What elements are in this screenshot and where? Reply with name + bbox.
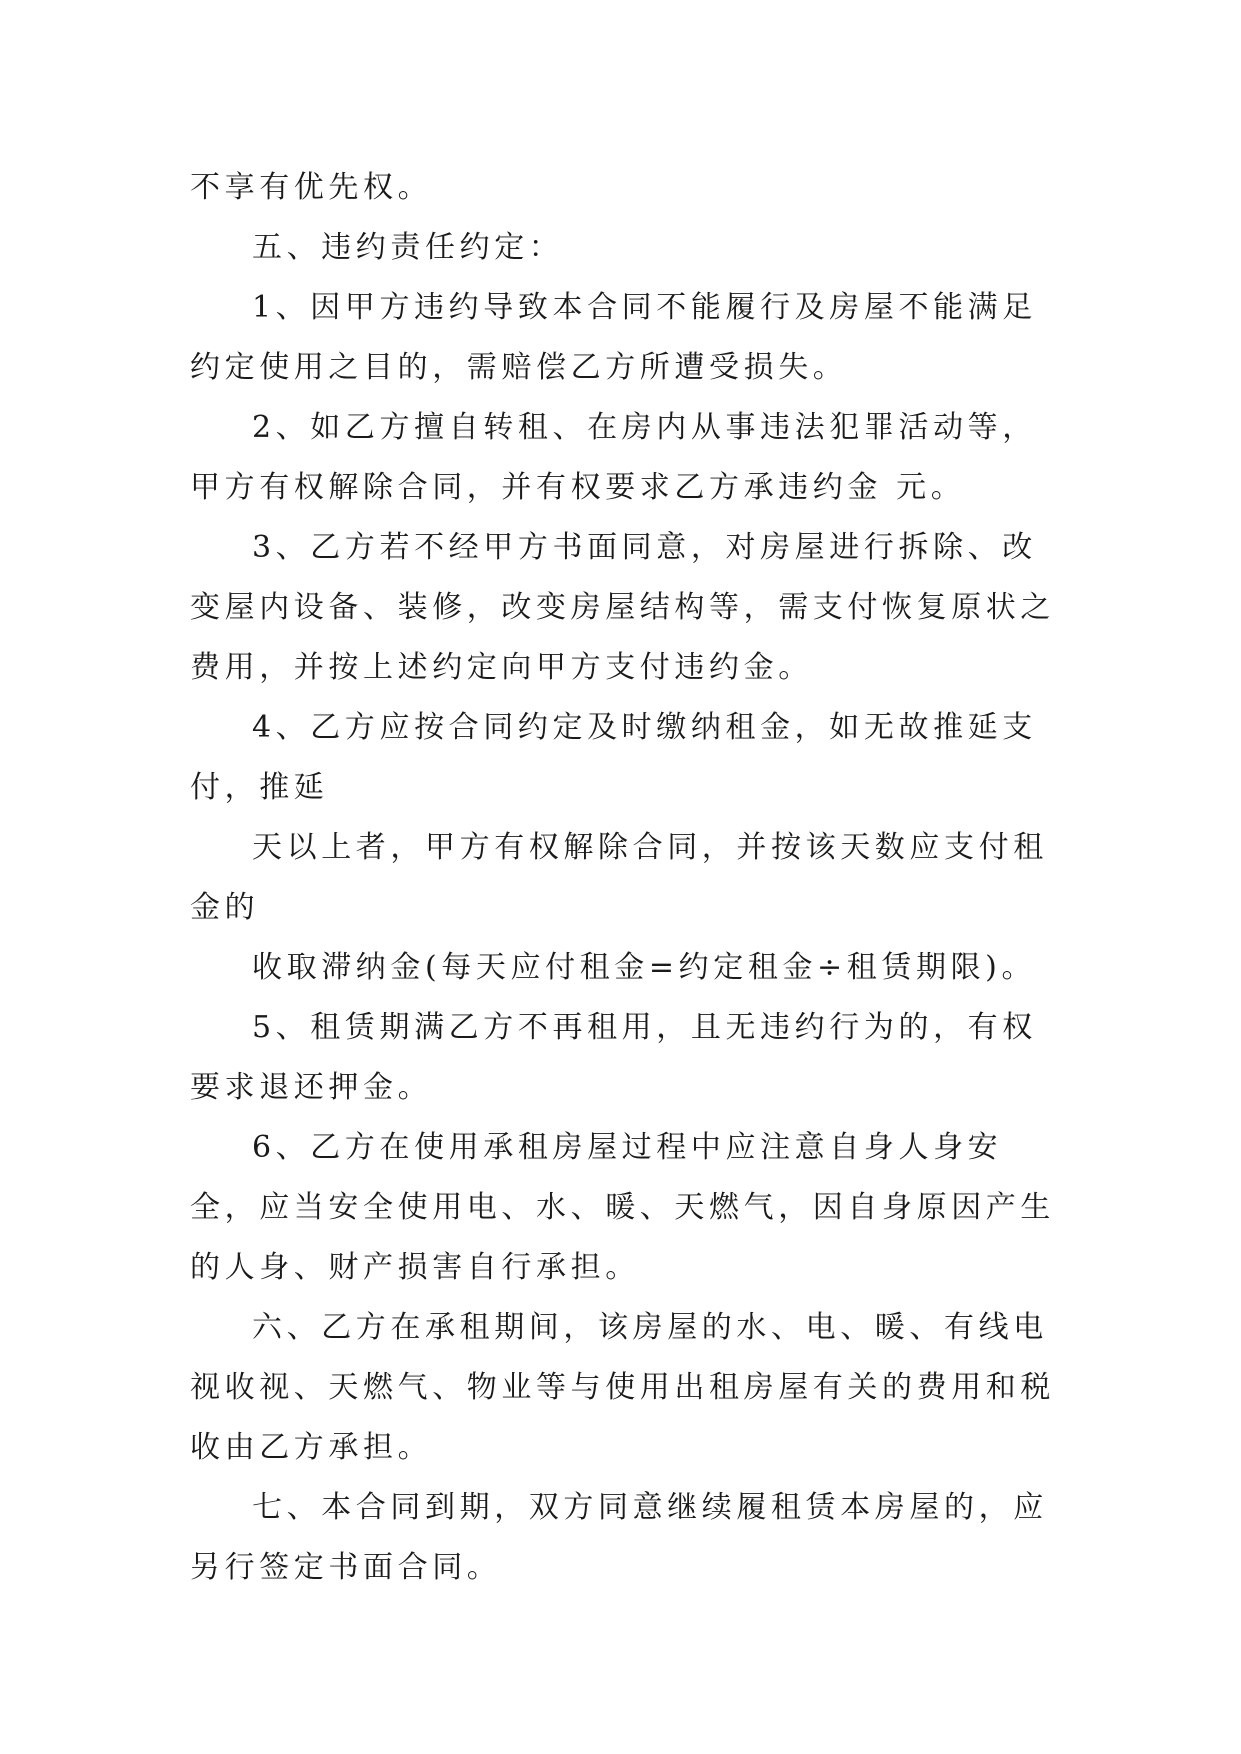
- clause-4-late-rent-continued: 天以上者，甲方有权解除合同，并按该天数应支付租金的: [190, 830, 1048, 925]
- clause-2-sublease-violation: 2、如乙方擅自转租、在房内从事违法犯罪活动等，甲方有权解除合同，并有权要求乙方承违约金 元。: [190, 410, 1037, 505]
- clause-3-unauthorized-alteration: 3、乙方若不经甲方书面同意，对房屋进行拆除、改变屋内设备、装修，改变房屋结构等，需支付恢复原状之费用，并按上述约定向甲方支付违约金。: [190, 530, 1055, 685]
- clause-1-landlord-breach: 1、因甲方违约导致本合同不能履行及房屋不能满足约定使用之目的，需赔偿乙方所遭受损失。: [190, 290, 1037, 385]
- clause-4-late-fee: 收取滞纳金(每天应付租金=约定租金÷租赁期限)。: [252, 950, 1037, 985]
- clause-6-tenant-safety: 6、乙方在使用承租房屋过程中应注意自身人身安全，应当安全使用电、水、暖、天燃气，因自身原因产生的人身、财产损害自行承担。: [190, 1130, 1055, 1285]
- section-heading-breach-liability: 五、违约责任约定：: [252, 230, 564, 265]
- section-6-utility-costs: 六、乙方在承租期间，该房屋的水、电、暖、有线电视收视、天燃气、物业等与使用出租房屋有关的费用和税收由乙方承担。: [190, 1310, 1055, 1465]
- paragraph-preemption-clause: 不享有优先权。: [190, 170, 433, 205]
- section-7-contract-renewal: 七、本合同到期，双方同意继续履租赁本房屋的，应另行签定书面合同。: [190, 1490, 1048, 1585]
- clause-5-deposit-refund: 5、租赁期满乙方不再租用，且无违约行为的，有权要求退还押金。: [190, 1010, 1037, 1105]
- clause-4-late-rent: 4、乙方应按合同约定及时缴纳租金，如无故推延支付，推延: [190, 710, 1037, 805]
- contract-page-body: [190, 158, 1060, 1598]
